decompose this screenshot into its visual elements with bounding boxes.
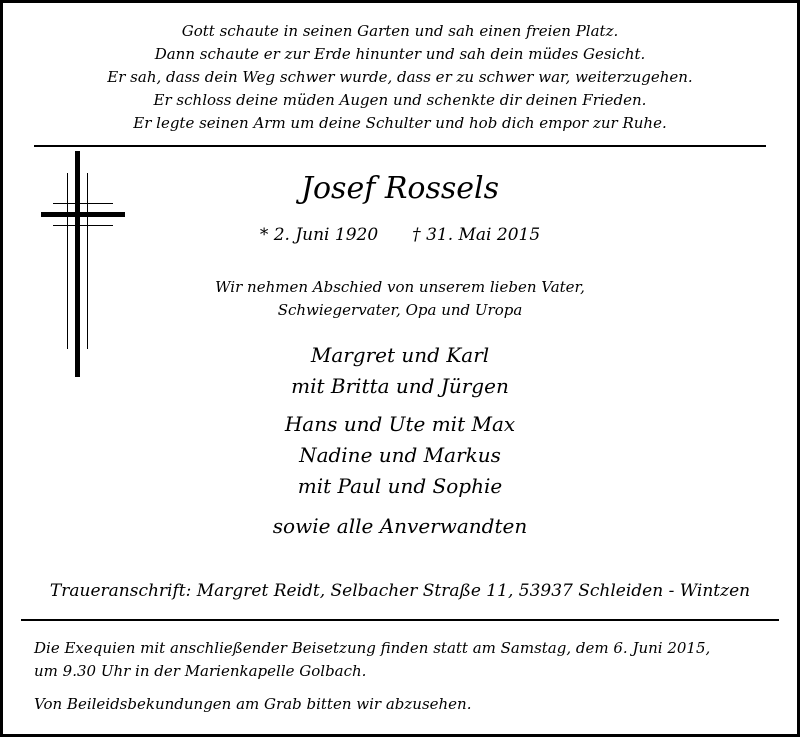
birth-date: * 2. Juni 1920 [259, 225, 379, 245]
poem [3, 20, 797, 135]
condolence-note: Von Beileidsbekundungen am Grab bitten wir abzusehen. [34, 695, 472, 713]
poem-line: Er legte seinen Arm um deine Schulter und hob dich empor zur Ruhe. [133, 114, 667, 132]
farewell-text [3, 276, 797, 322]
divider-top [34, 145, 766, 147]
farewell-line: Wir nehmen Abschied von unserem lieben Vater, [215, 278, 585, 296]
poem-line: Dann schaute er zur Erde hinunter und sah dein müdes Gesicht. [154, 45, 646, 63]
divider-bottom [21, 619, 779, 621]
notice-line: Die Exequien mit anschließender Beisetzung finden statt am Samstag, dem 6. Juni 2015, [34, 639, 711, 657]
notice-line: um 9.30 Uhr in der Marienkapelle Golbach. [34, 662, 367, 680]
family-group-1 [3, 340, 797, 402]
farewell-line: Schwiegervater, Opa und Uropa [277, 301, 523, 319]
death-date: † 31. Mai 2015 [412, 225, 541, 245]
mourning-address: Traueranschrift: Margret Reidt, Selbacher Straße 11, 53937 Schleiden - Wintzen [49, 581, 751, 601]
family-line: mit Britta und Jürgen [291, 374, 509, 398]
family-group-2 [3, 409, 797, 502]
poem-line: Er schloss deine müden Augen und schenkte dir deinen Frieden. [153, 91, 647, 109]
family-closing: sowie alle Anverwandten [272, 514, 528, 538]
poem-line: Gott schaute in seinen Garten und sah einen freien Platz. [181, 22, 619, 40]
life-dates [3, 223, 797, 247]
family-line: Hans und Ute mit Max [284, 412, 516, 436]
funeral-notice [34, 637, 710, 683]
family-line: Nadine und Markus [299, 443, 501, 467]
deceased-name: Josef Rossels [300, 171, 500, 206]
family-line: Margret und Karl [310, 343, 490, 367]
family-line: mit Paul und Sophie [297, 474, 503, 498]
poem-line: Er sah, dass dein Weg schwer wurde, dass er zu schwer war, weiterzugehen. [107, 68, 693, 86]
